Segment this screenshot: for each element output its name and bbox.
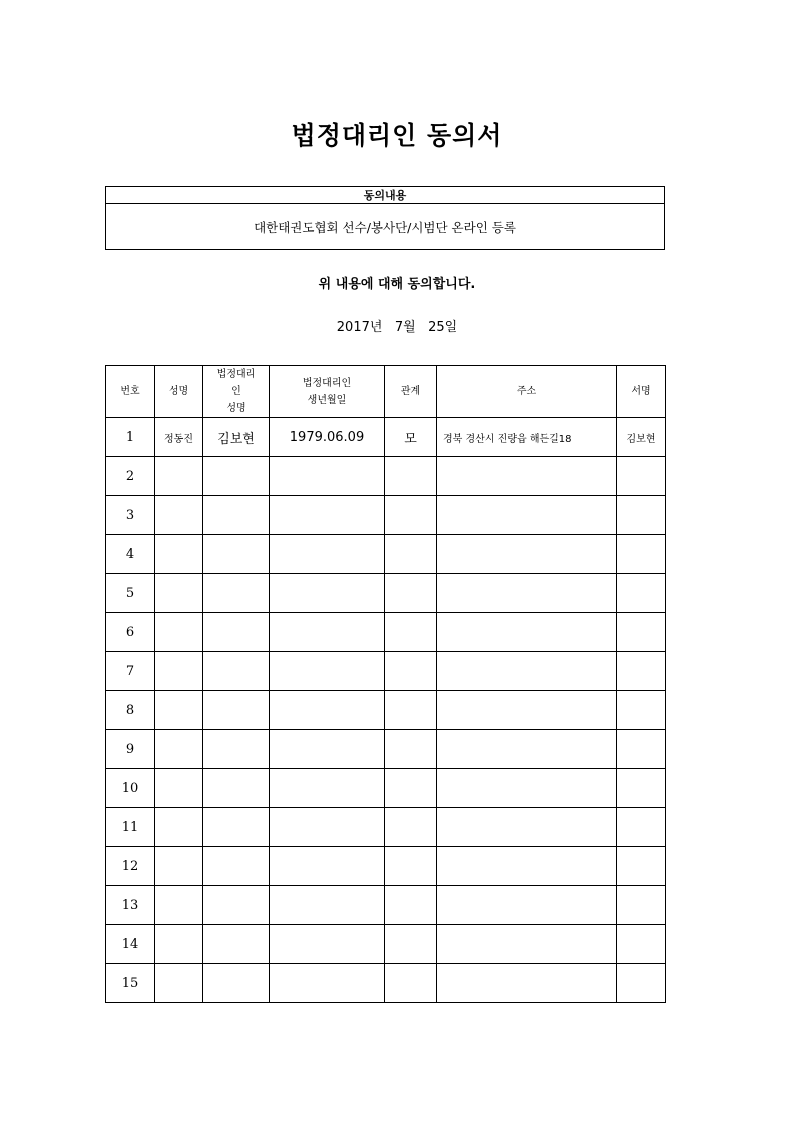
table-row [106,886,666,925]
header-guardian-name-line3: 성명 [226,403,246,414]
cell-signature [617,574,666,613]
cell-guardian-name [203,691,270,730]
cell-address [437,886,617,925]
cell-guardian-name [203,496,270,535]
table-row [106,418,666,457]
cell-guardian-name [203,925,270,964]
cell-no: 9 [106,730,155,769]
header-guardian-name [203,366,270,418]
cell-address [437,964,617,1003]
cell-signature [617,925,666,964]
cell-no: 11 [106,808,155,847]
table-header-row [106,366,666,418]
cell-relation [385,652,437,691]
cell-guardian-name: 김보현 [203,418,270,457]
cell-relation [385,925,437,964]
cell-no: 12 [106,847,155,886]
cell-address [437,496,617,535]
cell-no: 1 [106,418,155,457]
cell-no: 3 [106,496,155,535]
cell-relation [385,847,437,886]
cell-no: 6 [106,613,155,652]
cell-guardian-birth [270,457,385,496]
cell-address [437,535,617,574]
cell-relation [385,769,437,808]
cell-guardian-name [203,769,270,808]
cell-name [155,769,203,808]
cell-address [437,574,617,613]
date-year: 2017년 [336,320,383,335]
agreement-statement: 위 내용에 대해 동의합니다. [318,277,476,292]
date-day: 25일 [428,320,458,335]
cell-name [155,496,203,535]
cell-guardian-birth [270,613,385,652]
document-title: 법정대리인 동의서 [291,121,503,150]
cell-guardian-birth [270,808,385,847]
cell-guardian-birth [270,652,385,691]
cell-name [155,457,203,496]
cell-address [437,691,617,730]
cell-guardian-name [203,730,270,769]
consent-header: 동의내용 [106,187,665,204]
cell-relation [385,691,437,730]
cell-guardian-name [203,808,270,847]
cell-guardian-name [203,535,270,574]
cell-no: 14 [106,925,155,964]
table-row [106,613,666,652]
cell-signature [617,652,666,691]
cell-guardian-birth [270,496,385,535]
cell-name [155,535,203,574]
cell-name [155,691,203,730]
cell-name [155,652,203,691]
cell-guardian-birth [270,964,385,1003]
table-row [106,535,666,574]
cell-guardian-birth [270,730,385,769]
guardian-table [105,365,666,1003]
cell-guardian-name [203,847,270,886]
cell-relation [385,964,437,1003]
table-row [106,964,666,1003]
cell-relation [385,730,437,769]
cell-signature [617,691,666,730]
date-month: 7월 [394,320,416,335]
cell-address [437,769,617,808]
cell-guardian-name [203,574,270,613]
cell-name [155,808,203,847]
cell-guardian-birth [270,574,385,613]
cell-guardian-birth [270,535,385,574]
table-row [106,691,666,730]
table-row [106,769,666,808]
table-row [106,574,666,613]
cell-signature [617,769,666,808]
cell-relation [385,886,437,925]
cell-address [437,925,617,964]
cell-signature [617,613,666,652]
consent-content: 대한태권도협회 선수/봉사단/시범단 온라인 등록 [106,204,665,250]
cell-name [155,886,203,925]
cell-signature [617,457,666,496]
table-row [106,496,666,535]
table-row [106,925,666,964]
header-guardian-name-line2: 인 [231,386,241,397]
consent-box [105,186,665,250]
cell-guardian-birth: 1979.06.09 [270,418,385,457]
cell-relation [385,613,437,652]
cell-guardian-birth [270,886,385,925]
header-signature: 서명 [617,366,666,418]
cell-address [437,730,617,769]
cell-signature [617,886,666,925]
table-row [106,808,666,847]
cell-relation [385,457,437,496]
table-row [106,457,666,496]
cell-guardian-name [203,613,270,652]
header-guardian-birth [270,366,385,418]
header-no: 번호 [106,366,155,418]
cell-no: 2 [106,457,155,496]
cell-guardian-name [203,886,270,925]
cell-relation [385,496,437,535]
table-row [106,847,666,886]
cell-no: 8 [106,691,155,730]
cell-name [155,847,203,886]
cell-signature [617,808,666,847]
cell-signature [617,496,666,535]
cell-signature: 김보현 [617,418,666,457]
cell-no: 4 [106,535,155,574]
cell-signature [617,730,666,769]
cell-guardian-name [203,652,270,691]
cell-signature [617,964,666,1003]
cell-guardian-birth [270,691,385,730]
cell-name [155,574,203,613]
cell-relation [385,574,437,613]
cell-name [155,730,203,769]
cell-name [155,613,203,652]
table-row [106,730,666,769]
cell-name [155,964,203,1003]
cell-signature [617,535,666,574]
header-relation: 관계 [385,366,437,418]
cell-guardian-birth [270,925,385,964]
header-guardian-name-line1: 법정대리 [216,369,256,380]
date-line [0,316,794,335]
cell-address [437,613,617,652]
header-address: 주소 [437,366,617,418]
cell-name [155,925,203,964]
cell-no: 10 [106,769,155,808]
cell-relation [385,535,437,574]
cell-no: 13 [106,886,155,925]
header-guardian-birth-line1: 법정대리인 [302,377,352,389]
cell-address [437,808,617,847]
cell-no: 15 [106,964,155,1003]
cell-guardian-birth [270,847,385,886]
cell-guardian-name [203,457,270,496]
cell-address: 경북 경산시 진량읍 해든길18 [437,418,617,457]
cell-relation [385,808,437,847]
cell-address [437,457,617,496]
header-guardian-birth-line2: 생년월일 [307,394,347,406]
cell-no: 7 [106,652,155,691]
cell-address [437,652,617,691]
header-name: 성명 [155,366,203,418]
table-row [106,652,666,691]
cell-name: 정동진 [155,418,203,457]
cell-address [437,847,617,886]
cell-relation: 모 [385,418,437,457]
cell-guardian-name [203,964,270,1003]
cell-guardian-birth [270,769,385,808]
cell-no: 5 [106,574,155,613]
cell-signature [617,847,666,886]
